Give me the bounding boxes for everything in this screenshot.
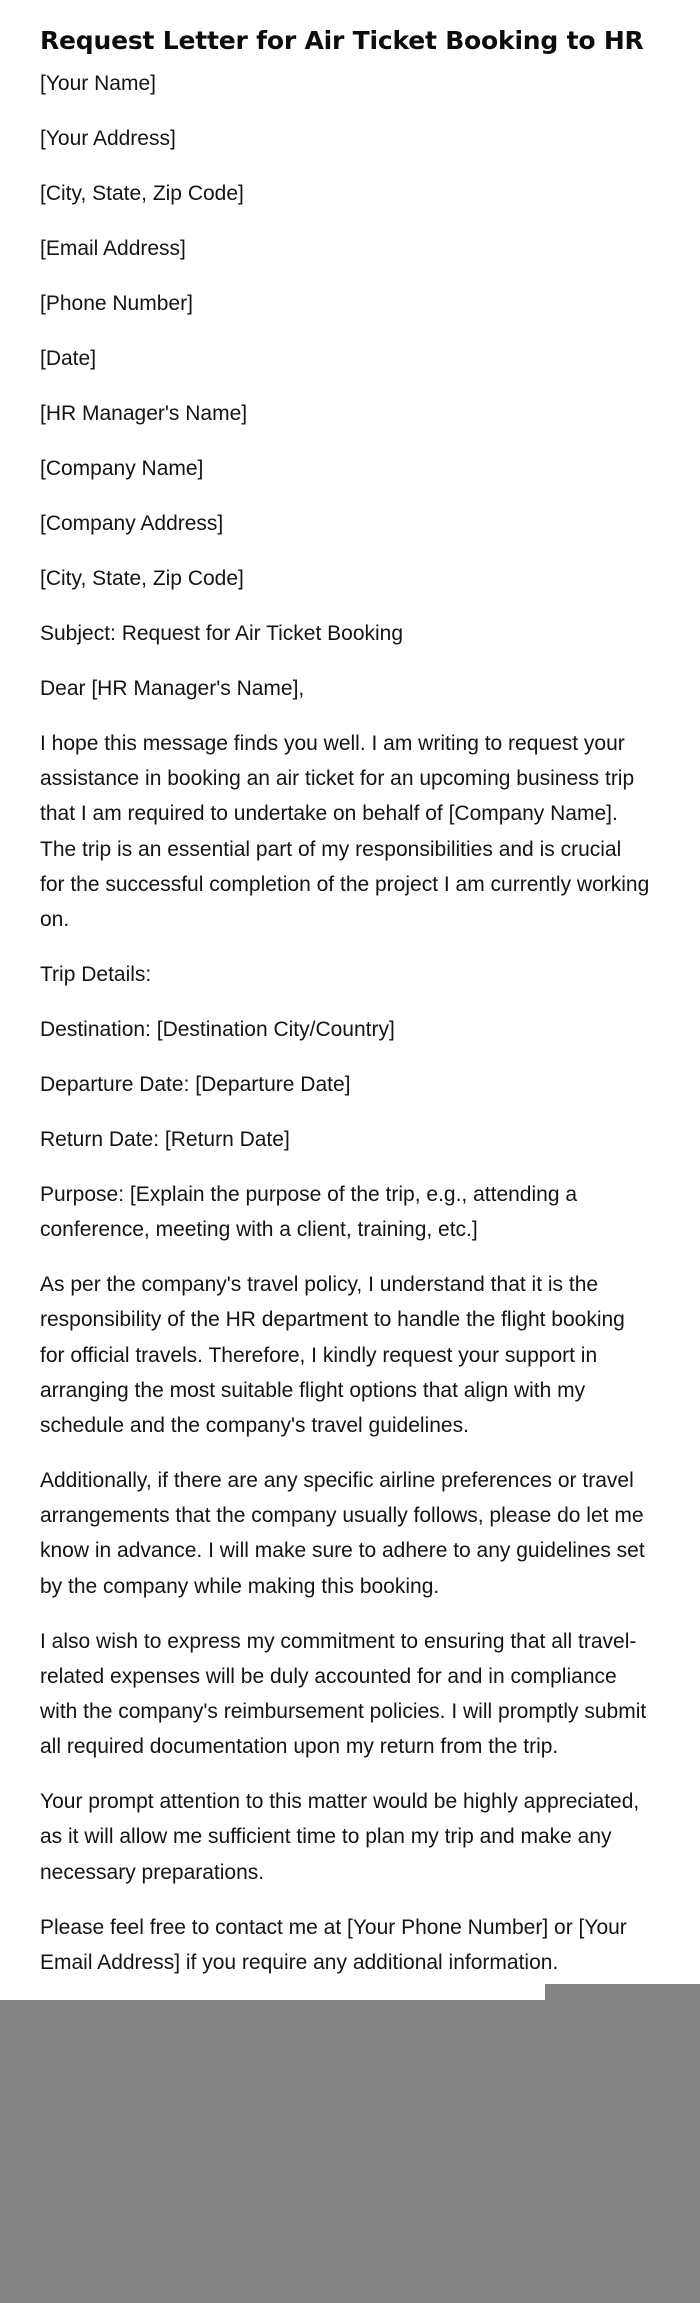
letter-document (40, 22, 650, 2000)
letter-date: [Date] (40, 347, 97, 370)
expenses-paragraph: I also wish to express my commitment to ensuring that all travel-related expenses will be duly accounted for and in compliance with the company's reimbursement policies. I will promptly submit all required documentation upon my return from the trip. (40, 1629, 647, 1759)
intro-paragraph: I hope this message finds you well. I am writing to request your assistance in booking an air ticket for an upcoming business trip that I am required to undertake on behalf of [Company Name]. The trip is an essential part of my responsibilities and is crucial for the successful completion of the project I am currently working on. (40, 732, 650, 932)
recipient-company: [Company Name] (40, 457, 204, 480)
recipient-city-state-zip: [City, State, Zip Code] (40, 567, 244, 590)
recipient-name: [HR Manager's Name] (40, 402, 248, 425)
appreciation-paragraph: Your prompt attention to this matter would be highly appreciated, as it will allow me sufficient time to plan my trip and make any necessary preparations. (40, 1790, 640, 1884)
gray-overlay-panel (0, 2000, 700, 2303)
trip-purpose: Purpose: [Explain the purpose of the trip, e.g., attending a conference, meeting with a client, training, etc.] (40, 1183, 578, 1242)
trip-return-date: Return Date: [Return Date] (40, 1128, 290, 1152)
trip-destination: Destination: [Destination City/Country] (40, 1018, 395, 1042)
recipient-company-address: [Company Address] (40, 512, 224, 535)
salutation: Dear [HR Manager's Name], (40, 677, 305, 700)
subject-line: Subject: Request for Air Ticket Booking (40, 622, 404, 645)
sender-name: [Your Name] (40, 72, 156, 95)
sender-city-state-zip: [City, State, Zip Code] (40, 182, 244, 205)
sender-email: [Email Address] (40, 237, 186, 260)
sender-phone: [Phone Number] (40, 292, 193, 315)
contact-paragraph: Please feel free to contact me at [Your Phone Number] or [Your Email Address] if you require any additional information. (40, 1915, 627, 1974)
sender-address: [Your Address] (40, 127, 176, 150)
trip-details-heading: Trip Details: (40, 963, 152, 987)
preferences-paragraph: Additionally, if there are any specific airline preferences or travel arrangements that the company usually follows, please do let me know in advance. I will make sure to adhere to any guidelines set by the company while making this booking. (40, 1469, 645, 1598)
document-title: Request Letter for Air Ticket Booking to HR (40, 26, 644, 55)
travel-policy-paragraph: As per the company's travel policy, I understand that it is the responsibility of the HR department to handle the flight booking for official travels. Therefore, I kindly request your support in arranging the most suitable flight options that align with my schedule and the company's travel guidelines. (40, 1273, 625, 1438)
trip-departure-date: Departure Date: [Departure Date] (40, 1073, 351, 1097)
